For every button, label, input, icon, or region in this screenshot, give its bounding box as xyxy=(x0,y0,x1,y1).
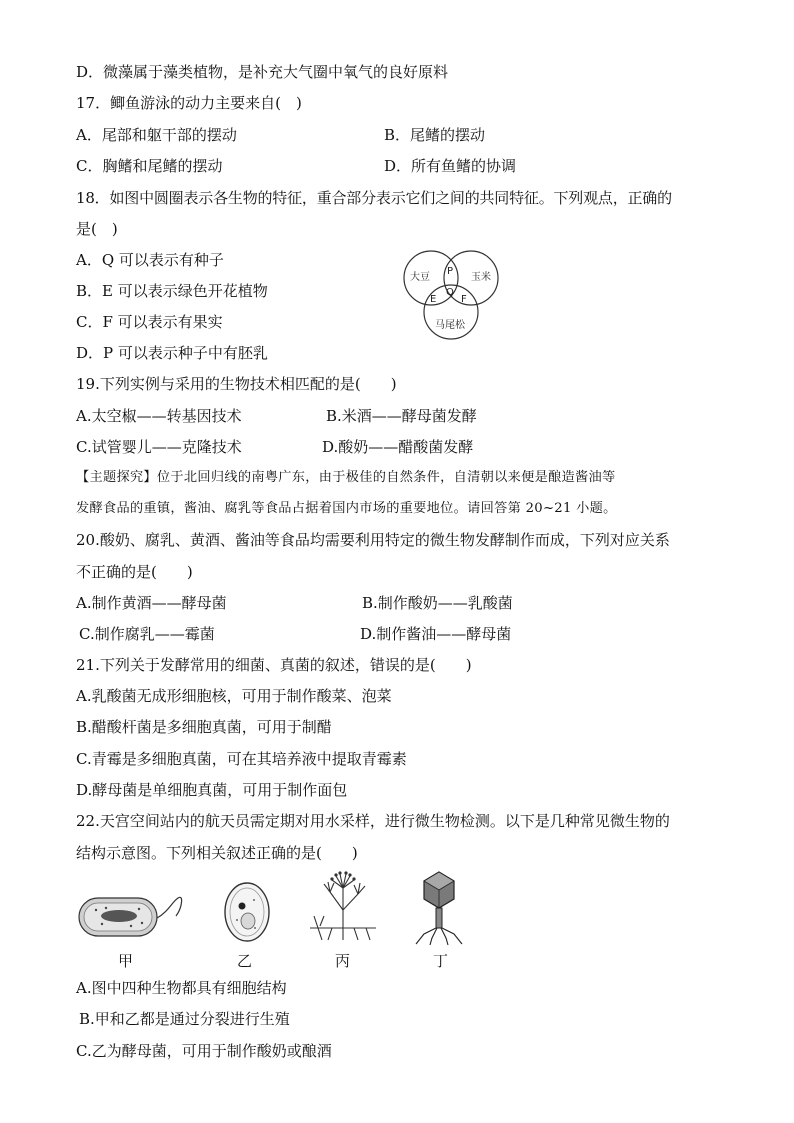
q16-option-d: D．微藻属于藻类植物，是补充大气圈中氧气的良好原料 xyxy=(76,63,449,81)
q20-option-b: B.制作酸奶——乳酸菌 xyxy=(362,594,513,612)
theme-intro-line2: 发酵食品的重镇，酱油、腐乳等食品占据着国内市场的重要地位。请回答第 20~21 小题。 xyxy=(76,501,617,516)
q20-option-a: A.制作黄酒——酵母菌 xyxy=(76,594,227,612)
q20-stem-line2: 不正确的是( ) xyxy=(76,563,193,581)
q19-option-d: D.酸奶——醋酸菌发酵 xyxy=(322,438,474,456)
q17-option-b: B．尾鳍的摆动 xyxy=(384,126,486,144)
q21-option-c: C.青霉是多细胞真菌，可在其培养液中提取青霉素 xyxy=(76,750,407,768)
q18-option-d: D．P 可以表示种子中有胚乳 xyxy=(76,344,268,362)
q21-option-a: A.乳酸菌无成形细胞核，可用于制作酸菜、泡菜 xyxy=(76,687,392,705)
label-bing: 丙 xyxy=(335,952,351,970)
q22-stem-line1: 22.天宫空间站内的航天员需定期对用水采样，进行微生物检测。以下是几种常见微生物的 xyxy=(76,812,670,830)
bacterium-illustration xyxy=(76,888,186,948)
venn-label-q: Q xyxy=(446,287,454,298)
q18-stem-line2: 是( ) xyxy=(76,220,118,238)
venn-label-f: F xyxy=(461,294,467,305)
q21-option-d: D.酵母菌是单细胞真菌，可用于制作面包 xyxy=(76,781,348,799)
q19-option-b: B.米酒——酵母菌发酵 xyxy=(326,407,477,425)
q18-option-a: A．Q 可以表示有种子 xyxy=(76,251,224,269)
venn-label-dadou: 大豆 xyxy=(410,272,430,283)
q18-option-c: C．F 可以表示有果实 xyxy=(76,313,223,331)
q20-stem-line1: 20.酸奶、腐乳、黄酒、酱油等食品均需要利用特定的微生物发酵制作而成，下列对应关系 xyxy=(76,531,670,549)
q17-stem: 17．鲫鱼游泳的动力主要来自( ) xyxy=(76,94,302,112)
q22-option-a: A.图中四种生物都具有细胞结构 xyxy=(76,979,287,997)
q19-option-a: A.太空椒——转基因技术 xyxy=(76,407,242,425)
label-ding: 丁 xyxy=(433,952,449,970)
q19-option-c: C.试管婴儿——克隆技术 xyxy=(76,438,242,456)
label-jia: 甲 xyxy=(118,952,134,970)
yeast-illustration xyxy=(222,880,272,944)
q17-option-d: D．所有鱼鳍的协调 xyxy=(384,157,517,175)
q19-stem: 19.下列实例与采用的生物技术相匹配的是( ) xyxy=(76,375,397,393)
q21-stem: 21.下列关于发酵常用的细菌、真菌的叙述，错误的是( ) xyxy=(76,656,472,674)
q20-option-c: C.制作腐乳——霉菌 xyxy=(79,625,215,643)
label-yi: 乙 xyxy=(237,952,253,970)
q17-option-c: C．胸鳍和尾鳍的摆动 xyxy=(76,157,223,175)
venn-diagram xyxy=(398,250,504,342)
venn-label-p: P xyxy=(447,266,454,277)
mold-illustration xyxy=(308,870,378,946)
q18-stem-line1: 18．如图中圆圈表示各生物的特征，重合部分表示它们之间的共同特征。下列观点，正确的 xyxy=(76,189,672,207)
venn-label-maweisong: 马尾松 xyxy=(435,320,465,331)
venn-label-yumi: 玉米 xyxy=(471,272,491,283)
theme-intro-line1: 【主题探究】位于北回归线的南粤广东，由于极佳的自然条件，自清朝以来便是酿造酱油等 xyxy=(76,470,616,485)
bacteriophage-illustration xyxy=(410,870,468,946)
q17-option-a: A．尾部和躯干部的摆动 xyxy=(76,126,237,144)
q21-option-b: B.醋酸杆菌是多细胞真菌，可用于制醋 xyxy=(76,718,332,736)
q22-option-c: C.乙为酵母菌，可用于制作酸奶或酿酒 xyxy=(76,1042,332,1060)
venn-label-e: E xyxy=(430,294,437,305)
q18-option-b: B．E 可以表示绿色开花植物 xyxy=(76,282,268,300)
q22-option-b: B.甲和乙都是通过分裂进行生殖 xyxy=(79,1010,290,1028)
q20-option-d: D.制作酱油——酵母菌 xyxy=(360,625,512,643)
q22-stem-line2: 结构示意图。下列相关叙述正确的是( ) xyxy=(76,844,358,862)
